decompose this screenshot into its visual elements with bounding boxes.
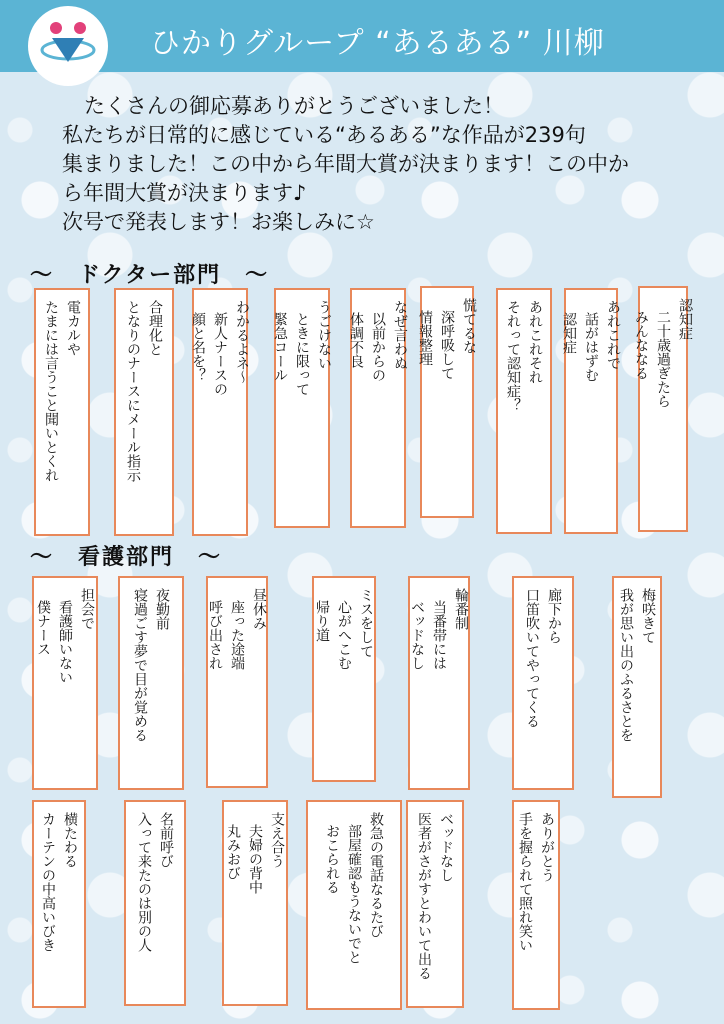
intro-line: 集まりました！この中から年間大賞が決まります！この中か — [62, 152, 629, 176]
senryu-card — [633, 286, 693, 532]
senryu-line: 支え合う — [269, 812, 285, 868]
senryu-card — [306, 800, 402, 1010]
senryu-line: 横たわる — [62, 812, 78, 868]
senryu-line: 認知症 — [677, 298, 693, 340]
senryu-line: それって認知症？ — [505, 300, 521, 412]
senryu-line: 僕ナース — [35, 600, 51, 656]
senryu-line: 電カルや — [65, 300, 81, 356]
intro-line: 私たちが日常的に感じている“あるある”な作品が239句 — [62, 123, 586, 147]
logo-icon — [38, 14, 98, 74]
senryu-card — [512, 576, 574, 790]
senryu-line: 二十歳過ぎたら — [655, 310, 671, 408]
senryu-card — [118, 576, 184, 790]
senryu-card — [312, 576, 376, 782]
senryu-line: 丸みおび — [225, 824, 241, 880]
senryu-line: ベッドなし — [438, 812, 454, 882]
senryu-line: 新人ナースの — [212, 312, 228, 396]
senryu-card — [512, 800, 560, 1010]
senryu-line: 昼休み — [251, 588, 267, 630]
senryu-line: なぜ言わぬ — [392, 300, 408, 370]
senryu-line: 認知症 — [561, 312, 577, 354]
senryu-card — [496, 288, 552, 534]
senryu-line: 口笛吹いてやってくる — [524, 588, 540, 728]
senryu-line: 緊急コール — [272, 312, 288, 382]
senryu-line: 輪番制 — [453, 588, 469, 630]
senryu-card — [222, 800, 288, 1006]
senryu-card — [34, 288, 90, 536]
senryu-line: 話がはずむ — [583, 312, 599, 382]
senryu-line: ありがとう — [539, 812, 555, 882]
senryu-line: 夜勤前 — [154, 588, 170, 630]
senryu-line: あれこれで — [605, 300, 621, 370]
senryu-line: ときに限って — [294, 312, 310, 396]
senryu-line: うごけない — [316, 300, 332, 370]
senryu-line: 体調不良 — [348, 312, 364, 368]
senryu-line: 慌てるな — [461, 298, 477, 354]
page-title: ひかりグループ “あるある” 川柳 — [150, 26, 605, 61]
senryu-line: 部屋確認もうないでと — [346, 824, 362, 964]
senryu-line: 夫婦の背中 — [247, 824, 263, 894]
senryu-line: たまには言うこと聞いとくれ — [43, 300, 59, 482]
senryu-line: 名前呼び — [158, 812, 174, 868]
senryu-card — [406, 800, 464, 1008]
senryu-line: 帰り道 — [314, 600, 330, 642]
senryu-card — [350, 288, 406, 528]
senryu-card — [32, 576, 98, 790]
intro-line: たくさんの御応募ありがとうございました！ — [84, 94, 504, 118]
senryu-line: みんななる — [633, 310, 649, 380]
senryu-card — [417, 286, 477, 518]
senryu-line: わかるよネ～ — [234, 300, 250, 384]
intro-line: 次号で発表します！お楽しみに☆ — [62, 210, 375, 234]
senryu-line: 廊下から — [546, 588, 562, 644]
senryu-line: 看護師いない — [57, 600, 73, 684]
senryu-line: となりのナースにメール指示 — [125, 300, 141, 482]
senryu-line: 入って来たのは別の人 — [136, 812, 152, 952]
senryu-card — [561, 288, 621, 534]
intro-line: ら年間大賞が決まります♪ — [62, 181, 307, 205]
senryu-line: ベッドなし — [409, 600, 425, 670]
senryu-line: 座った途端 — [229, 600, 245, 670]
senryu-card — [32, 800, 86, 1008]
senryu-card — [124, 800, 186, 1006]
senryu-line: あれこれそれ — [527, 300, 543, 384]
senryu-line: 深呼吸して — [439, 310, 455, 380]
senryu-line: 寝過ごす夢で目が覚める — [132, 588, 148, 742]
senryu-card — [114, 288, 174, 536]
senryu-line: ミスをして — [358, 588, 374, 658]
senryu-card — [408, 576, 470, 790]
senryu-line: 梅咲きて — [640, 588, 656, 644]
senryu-card — [274, 288, 330, 528]
senryu-line: 医者がさがすとわいて出る — [416, 812, 432, 980]
senryu-line: 顔と名を？ — [190, 312, 206, 382]
senryu-line: 心がへこむ — [336, 600, 352, 670]
section-title-nurse: ～ 看護部門 ～ — [30, 544, 223, 570]
senryu-line: 担会で — [79, 588, 95, 630]
senryu-line: 以前からの — [370, 312, 386, 382]
senryu-card — [612, 576, 662, 798]
senryu-line: 手を握られて照れ笑い — [517, 812, 533, 952]
section-title-doctor: ～ ドクター部門 ～ — [30, 262, 270, 288]
senryu-line: 情報整理 — [417, 310, 433, 366]
senryu-line: おこられる — [324, 824, 340, 894]
senryu-line: 我が思い出のふるさとを — [618, 588, 634, 742]
senryu-line: 当番帯には — [431, 600, 447, 670]
logo — [28, 6, 108, 86]
senryu-line: カーテンの中高いびき — [40, 812, 56, 952]
senryu-line: 呼び出され — [207, 600, 223, 670]
senryu-card — [206, 576, 268, 788]
intro-text — [62, 92, 702, 237]
senryu-line: 救急の電話なるたび — [368, 812, 384, 938]
senryu-card — [192, 288, 248, 536]
senryu-line: 合理化と — [147, 300, 163, 356]
